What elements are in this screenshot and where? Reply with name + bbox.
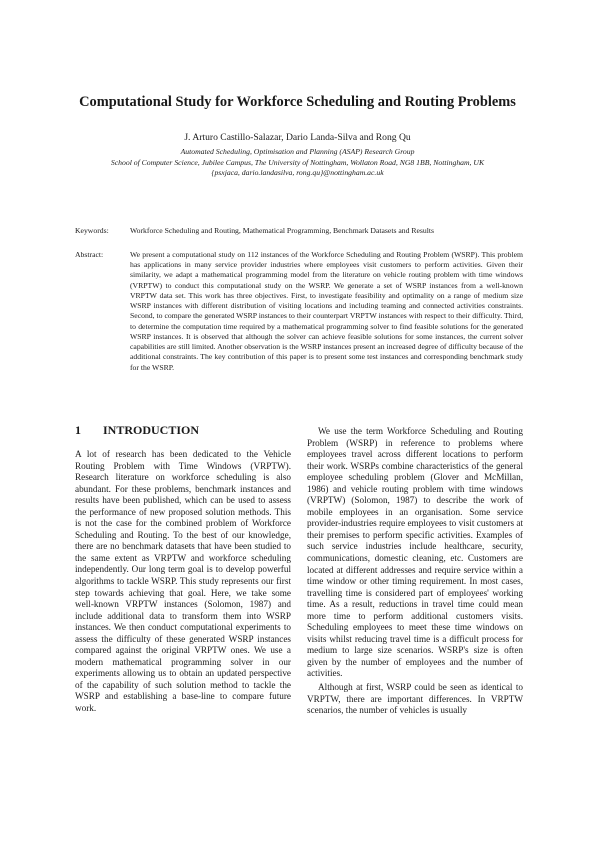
- affiliation-group: Automated Scheduling, Optimisation and Planning (ASAP) Research Group: [180, 147, 415, 156]
- keywords-text: Workforce Scheduling and Routing, Mathematical Programming, Benchmark Datasets and Results: [130, 226, 435, 235]
- author-list: J. Arturo Castillo-Salazar, Dario Landa-Silva and Rong Qu: [184, 132, 411, 143]
- affiliation-school: School of Computer Science, Jubilee Campus, The University of Nottingham, Wollaton Road, NG8 1BB, Nottingham, UK: [110, 157, 485, 167]
- section-number: 1: [75, 423, 81, 437]
- intro-right-column: [307, 426, 523, 719]
- abstract-text: We present a computational study on 112 instances of the Workforce Scheduling and Routing Problem (WSRP). This problem has applications in many service provider industries where employees visit customers to perform activities. Given their similarity, we adapt a mathematical programming model from the literature on vehicle routing problem with time windows (VRPTW) to conduct this computational study on the WSRP. We generate a set of WSRP instances from a well-known VRPTW data set. This work has three objectives. First, to investigate feasibility and optimality on a range of medium size WSRP instances with different distribution of visiting locations and including teaming and connected activities constraints. Second, to compare the generated WSRP instances to their counterpart VRPTW instances with respect to their difficulty. Third, to determine the computation time required by a mathematical programming solver to find feasible solutions for the generated WSRP instances. It is observed that although the solver can achieve feasible solutions for some instances, the current solver capabilities are still limited. Another observation is the WSRP instances present an increased degree of difficulty because of the additional constraints. The key contribution of this paper is to present some test instances and corresponding benchmark study for the WSRP.: [130, 250, 523, 372]
- intro-paragraph: Although at first, WSRP could be seen as identical to VRPTW, there are important differences. In VRPTW scenarios, the number of vehicles is usually: [307, 682, 523, 716]
- section-title: INTRODUCTION: [103, 423, 200, 437]
- paper-title: Computational Study for Workforce Scheduling and Routing Problems: [79, 94, 516, 110]
- author-emails: {psxjaca, dario.landasilva, rong.qu}@nottingham.ac.uk: [211, 168, 384, 177]
- section-heading: [75, 423, 295, 437]
- intro-left-column: A lot of research has been dedicated to the Vehicle Routing Problem with Time Windows (VRPTW). Research literature on workforce scheduling is also abundant. For these problems, benchmark instances and results have been published, which can be used to assess the performance of new proposed solution methods. This is not the case for the combined problem of Workforce Scheduling and Routing. To the best of our knowledge, there are no benchmark datasets that have been studied to the same extent as VRPTW and workforce scheduling independently. Our long term goal is to develop powerful algorithms to tackle WSRP. This study represents our first step towards achieving that goal. Here, we take some well-known VRPTW instances (Solomon, 1987) and include additional data to transform them into WSRP instances. We then conduct computational experiments to assess the difficulty of these generated WSRP instances compared against the original VRPTW ones. We use a modern mathematical programming solver in our experiments allowing us to obtain an updated perspective of the capability of such solution method to tackle the WSRP and establishing a base-line to compare future work.: [75, 449, 291, 714]
- keywords-label: Keywords:: [75, 226, 109, 235]
- abstract-label: Abstract:: [75, 250, 104, 259]
- intro-paragraph: We use the term Workforce Scheduling and Routing Problem (WSRP) in reference to problems where employees travel across different locations to perform their work. WSRPs combine characteristics of the general employee scheduling problem (Glover and McMillan, 1986) and vehicle routing problem with time windows (VRPTW) (Solomon, 1987) to describe the work of mobile employees in an organisation. Some service provider-industries require employees to visit customers at their premises to perform specific activities. Examples of such service industries include healthcare, security, communications, domestic cleaning, etc. Customers are located at different addresses and require service within a time window or other timing requirement. In most cases, travelling time is considered part of employees' working time. As a result, reductions in travel time could mean more time to perform additional customers visits. Scheduling employees to meet these time windows on visits whilst reducing travel time is a difficult process for medium to large size scenarios. WSRP's size is often given by the number of employees and the number of activities.: [307, 426, 523, 679]
- affiliation-block: [40, 147, 555, 179]
